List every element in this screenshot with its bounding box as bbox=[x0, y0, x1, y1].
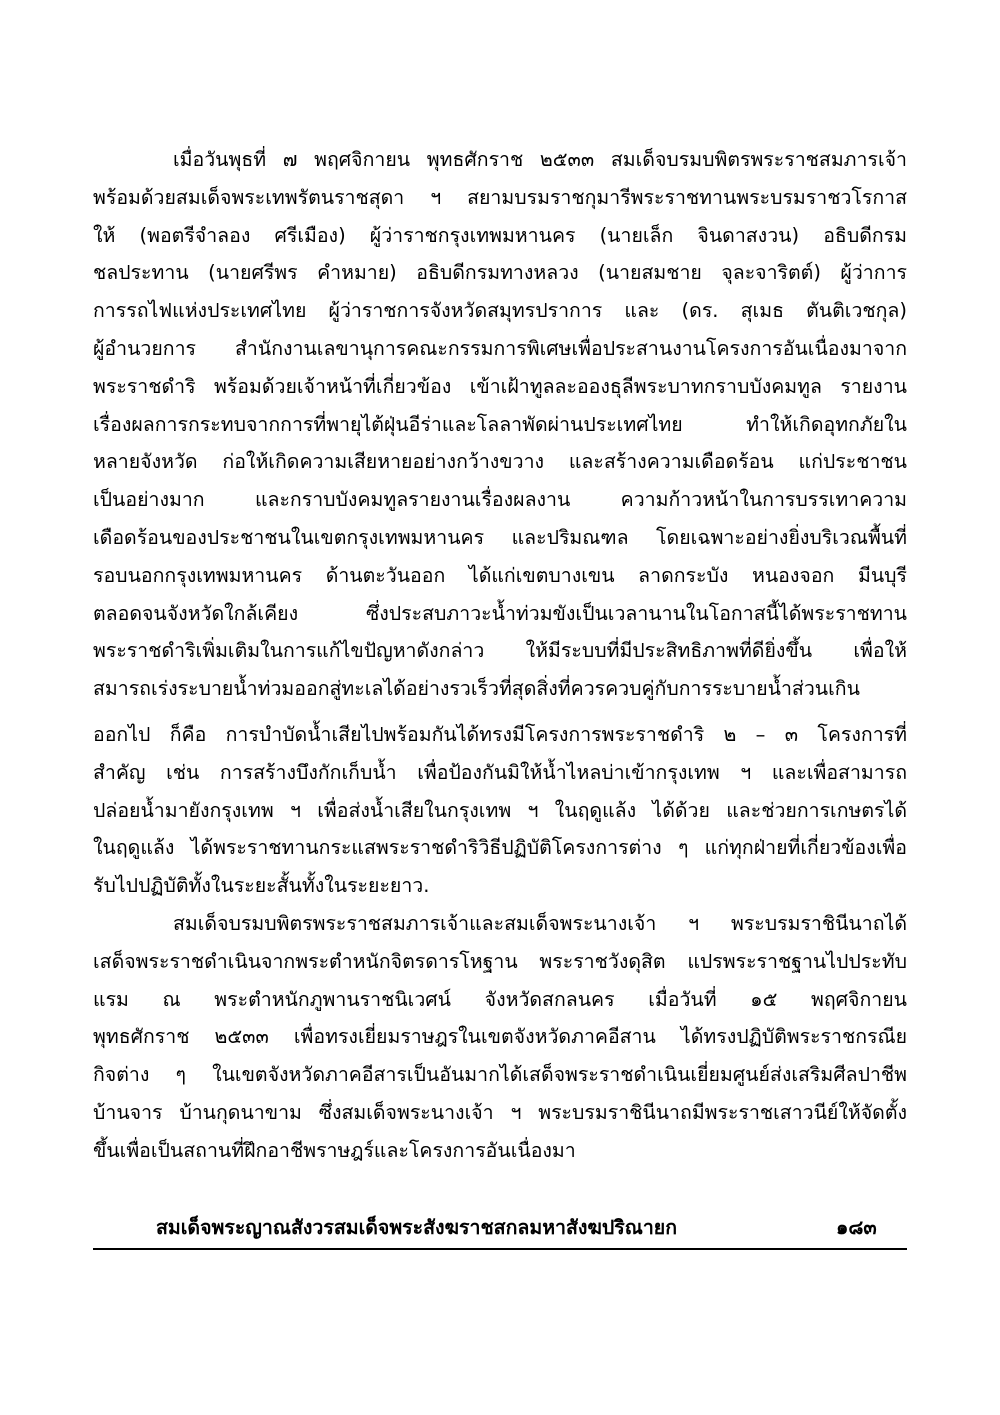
text-line: พร้อมด้วยสมเด็จพระเทพรัตนราชสุดา ฯ สยามบรมราชกุมารีพระราชทานพระบรมราชวโรกาส bbox=[93, 185, 907, 209]
text-line: รอบนอกกรุงเทพมหานคร ด้านตะวันออก ได้แก่เขตบางเขน ลาดกระบัง หนองจอก มีนบุรี bbox=[93, 563, 907, 587]
text-line: กิจต่าง ๆ ในเขตจังหวัดภาคอีสารเป็นอันมากได้เสด็จพระราชดำเนินเยี่ยมศูนย์ส่งเสริมศีลปาชีพ bbox=[93, 1063, 907, 1087]
text-line: ออกไป ก็คือ การบำบัดน้ำเสียไปพร้อมกันได้ทรงมีโครงการพระราชดำริ ๒ – ๓ โครงการที่ bbox=[93, 722, 907, 746]
text-line: แรม ณ พระตำหนักภูพานราชนิเวศน์ จังหวัดสกลนคร เมื่อวันที่ ๑๕ พฤศจิกายน bbox=[93, 987, 907, 1011]
text-line: เรื่องผลการกระทบจากการที่พายุไต้ฝุ่นอีร่าและโลลาพัดผ่านประเทศไทย ทำให้เกิดอุทกภัยใน bbox=[93, 412, 907, 436]
footer-divider bbox=[93, 1248, 907, 1250]
text-line: ให้ (พอตรีจำลอง ศรีเมือง) ผู้ว่าราชกรุงเทพมหานคร (นายเล็ก จินดาสงวน) อธิบดีกรม bbox=[93, 223, 907, 247]
text-line: เดือดร้อนของประชาชนในเขตกรุงเทพมหานคร และปริมณฑล โดยเฉพาะอย่างยิ่งบริเวณพื้นที่ bbox=[93, 525, 907, 549]
body-text bbox=[93, 141, 907, 1170]
text-line: สมเด็จบรมบพิตรพระราชสมภารเจ้าและสมเด็จพระนางเจ้า ฯ พระบรมราชินีนาถได้ bbox=[173, 911, 907, 935]
text-line: พุทธศักราช ๒๕๓๓ เพื่อทรงเยี่ยมราษฎรในเขตจังหวัดภาคอีสาน ได้ทรงปฏิบัติพระราชกรณีย bbox=[93, 1025, 907, 1049]
text-line: ในฤดูแล้ง ได้พระราชทานกระแสพระราชดำริวิธีปฏิบัติโครงการต่าง ๆ แก่ทุกฝ่ายที่เกี่ยวข้องเพื่อ bbox=[93, 836, 907, 860]
page-number: ๑๘๓ bbox=[836, 1216, 877, 1239]
footer-title: สมเด็จพระญาณสังวรสมเด็จพระสังฆราชสกลมหาสังฆปริณายก bbox=[156, 1216, 678, 1239]
text-line: สมารถเร่งระบายน้ำท่วมออกสู่ทะเลได้อย่างรวเร็วที่สุดสิ่งที่ควรควบคู่กับการระบายน้ำส่วนเกิน bbox=[93, 677, 860, 701]
text-line: สำคัญ เช่น การสร้างบึงกักเก็บน้ำ เพื่อป้องกันมิให้น้ำไหลบ่าเข้ากรุงเทพ ฯ และเพื่อสามารถ bbox=[93, 760, 907, 784]
text-line: ผู้อำนวยการ สำนักงานเลขานุการคณะกรรมการพิเศษเพื่อประสานงานโครงการอันเนื่องมาจาก bbox=[93, 336, 907, 360]
text-line: ชลประทาน (นายศรีพร คำหมาย) อธิบดีกรมทางหลวง (นายสมชาย จุละจาริตต์) ผู้ว่าการ bbox=[93, 261, 907, 285]
text-line: เป็นอย่างมาก และกราบบังคมทูลรายงานเรื่องผลงาน ความก้าวหน้าในการบรรเทาความ bbox=[93, 488, 907, 512]
text-line: พระราชดำริ พร้อมด้วยเจ้าหน้าที่เกี่ยวข้อง เข้าเฝ้าทูลละอองธุลีพระบาทกราบบังคมทูล รายงาน bbox=[93, 374, 907, 398]
paragraph bbox=[93, 141, 907, 905]
text-line: รับไปปฏิบัติทั้งในระยะสั้นทั้งในระยะยาว. bbox=[93, 874, 430, 898]
text-line: ปล่อยน้ำมายังกรุงเทพ ฯ เพื่อส่งน้ำเสียในกรุงเทพ ฯ ในฤดูแล้ง ได้ด้วย และช่วยการเกษตรได้ bbox=[93, 798, 907, 822]
text-line: ขึ้นเพื่อเป็นสถานที่ฝึกอาชีพราษฎร์และโครงการอันเนื่องมา bbox=[93, 1138, 576, 1162]
text-line: ตลอดจนจังหวัดใกล้เคียง ซึ่งประสบภาวะน้ำท่วมขังเป็นเวลานานในโอกาสนี้ได้พระราชทาน bbox=[93, 601, 907, 625]
text-line: บ้านจาร บ้านกุดนาขาม ซึ่งสมเด็จพระนางเจ้า ฯ พระบรมราชินีนาถมีพระราชเสาวนีย์ให้จัดตั้ง bbox=[93, 1100, 907, 1124]
text-line: พระราชดำริเพิ่มเติมในการแก้ไขปัญหาดังกล่าว ให้มีระบบที่มีประสิทธิภาพที่ดียิ่งขึ้น เพื่อให้ bbox=[93, 639, 907, 663]
text-line: เมื่อวันพุธที่ ๗ พฤศจิกายน พุทธศักราช ๒๕๓๓ สมเด็จบรมบพิตรพระราชสมภารเจ้า bbox=[173, 148, 907, 171]
text-line: เสด็จพระราชดำเนินจากพระตำหนักจิตรดารโหฐาน พระราชวังดุสิต แปรพระราชฐานไปประทับ bbox=[93, 949, 907, 973]
text-line: การรถไฟแห่งประเทศไทย ผู้ว่าราชการจังหวัดสมุทรปราการ และ (ดร. สุเมธ ตันติเวชกุล) bbox=[93, 299, 907, 323]
paragraph bbox=[93, 905, 907, 1170]
text-line: หลายจังหวัด ก่อให้เกิดความเสียหายอย่างกว้างขวาง และสร้างความเดือดร้อน แก่ประชาชน bbox=[93, 450, 907, 474]
